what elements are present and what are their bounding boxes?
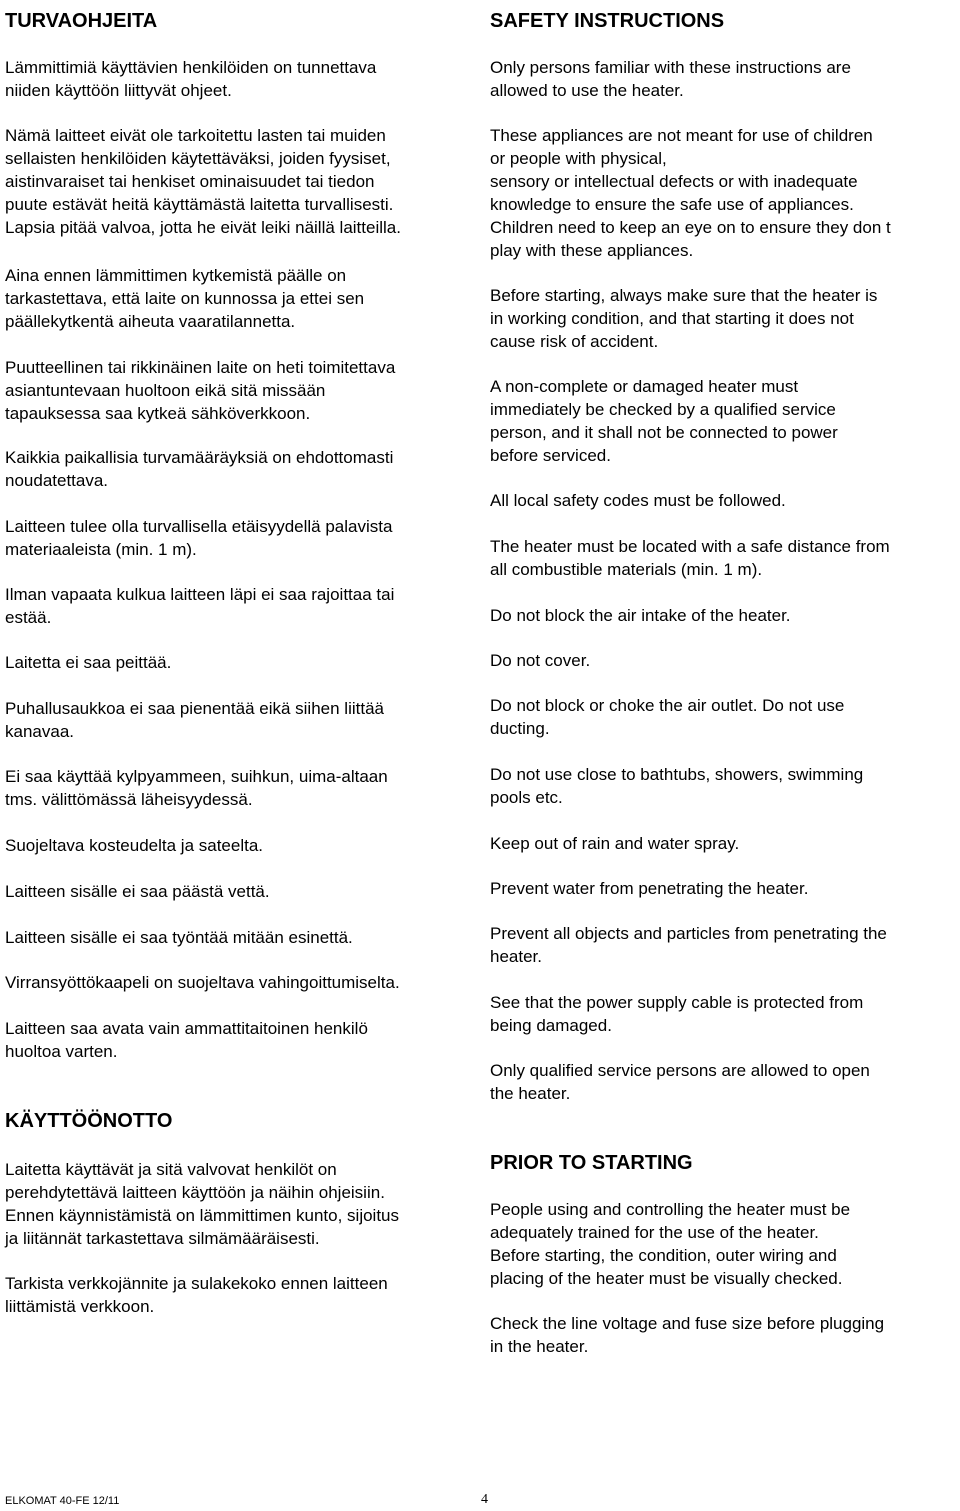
- english-safety-paragraph: Do not block the air intake of the heater.: [490, 606, 791, 625]
- english-safety-paragraph: Do not use close to bathtubs, showers, swimming pools etc.: [490, 765, 864, 807]
- finnish-safety-paragraph: Laitteen sisälle ei saa työntää mitään esinettä.: [5, 928, 353, 947]
- finnish-safety-paragraph: Laitteen tulee olla turvallisella etäisyydellä palavista materiaaleista (min. 1 m).: [5, 517, 393, 559]
- finnish-safety-paragraph: Lämmittimiä käyttävien henkilöiden on tunnettava niiden käyttöön liittyvät ohjeet.: [5, 58, 377, 100]
- english-safety-paragraph: Do not block or choke the air outlet. Do not use ducting.: [490, 696, 845, 738]
- finnish-safety-paragraph: Puutteellinen tai rikkinäinen laite on heti toimitettava asiantuntevaan huoltoon eikä sitä missään tapauksessa saa kytkeä sähköverkkoon.: [5, 358, 396, 423]
- english-safety-paragraph: Only persons familiar with these instructions are allowed to use the heater.: [490, 58, 851, 100]
- finnish-startup-heading: KÄYTTÖÖNOTTO: [5, 1110, 173, 1132]
- finnish-safety-paragraph: Kaikkia paikallisia turvamääräyksiä on ehdottomasti noudatettava.: [5, 448, 394, 490]
- finnish-safety-paragraph: Puhallusaukkoa ei saa pienentää eikä siihen liittää kanavaa.: [5, 699, 384, 741]
- english-startup-paragraph: People using and controlling the heater must be adequately trained for the use of the heater. Before starting, the condition, outer wiring and placing of the heater must be visually checked.: [490, 1200, 851, 1288]
- english-safety-paragraph: Prevent water from penetrating the heater.: [490, 879, 809, 898]
- english-safety-paragraph: Only qualified service persons are allowed to open the heater.: [490, 1061, 870, 1103]
- finnish-safety-paragraph: Ilman vapaata kulkua laitteen läpi ei saa rajoittaa tai estää.: [5, 585, 395, 627]
- english-safety-heading: SAFETY INSTRUCTIONS: [490, 10, 725, 32]
- finnish-startup-paragraph: Tarkista verkkojännite ja sulakekoko ennen laitteen liittämistä verkkoon.: [5, 1274, 388, 1316]
- english-startup-paragraph: Check the line voltage and fuse size before plugging in the heater.: [490, 1314, 885, 1356]
- finnish-safety-paragraph: Suojeltava kosteudelta ja sateelta.: [5, 836, 264, 855]
- english-safety-paragraph: Keep out of rain and water spray.: [490, 834, 740, 853]
- english-safety-paragraph: Before starting, always make sure that the heater is in working condition, and that starting it does not cause risk of accident.: [490, 286, 878, 351]
- english-safety-paragraph: These appliances are not meant for use of children or people with physical, sensory or intellectual defects or with inadequate knowledge to ensure the safe use of appliances. Children need to keep an eye on to ensure they don t play with these appliances.: [490, 126, 891, 260]
- english-safety-paragraph: All local safety codes must be followed.: [490, 491, 786, 510]
- finnish-safety-paragraph: Laitteen saa avata vain ammattitaitoinen henkilö huoltoa varten.: [5, 1019, 368, 1061]
- finnish-safety-paragraph: Laitetta ei saa peittää.: [5, 653, 172, 672]
- finnish-safety-paragraph: Laitteen sisälle ei saa päästä vettä.: [5, 882, 270, 901]
- english-safety-paragraph: Prevent all objects and particles from penetrating the heater.: [490, 924, 887, 966]
- page-number: 4: [481, 1492, 488, 1507]
- finnish-safety-paragraph: Nämä laitteet eivät ole tarkoitettu lasten tai muiden sellaisten henkilöiden käytettäväksi, joiden fyysiset, aistinvaraiset tai henkiset ominaisuudet tai tiedon puute estävät heitä käyttämästä laitetta turvallisesti. Lapsia pitää valvoa, jotta he eivät leiki näillä laitteilla.: [5, 126, 401, 237]
- english-safety-paragraph: The heater must be located with a safe distance from all combustible materials (min. 1 m).: [490, 537, 890, 579]
- finnish-safety-paragraph: Aina ennen lämmittimen kytkemistä päälle on tarkastettava, että laite on kunnossa ja ettei sen päällekytkentä aiheuta vaaratilannetta.: [5, 266, 365, 331]
- finnish-safety-paragraph: Ei saa käyttää kylpyammeen, suihkun, uima-altaan tms. välittömässä läheisyydessä.: [5, 767, 388, 809]
- english-startup-heading: PRIOR TO STARTING: [490, 1152, 693, 1174]
- english-safety-paragraph: Do not cover.: [490, 651, 591, 670]
- english-safety-paragraph: A non-complete or damaged heater must immediately be checked by a qualified service person, and it shall not be connected to power before serviced.: [490, 377, 838, 465]
- finnish-safety-heading: TURVAOHJEITA: [5, 10, 158, 32]
- finnish-safety-paragraph: Virransyöttökaapeli on suojeltava vahingoittumiselta.: [5, 973, 400, 992]
- finnish-startup-paragraph: Laitetta käyttävät ja sitä valvovat henkilöt on perehdytettävä laitteen käyttöön ja näihin ohjeisiin. Ennen käynnistämistä on lämmittimen kunto, sijoitus ja liitännät tarkastettava silmämääräisesti.: [5, 1160, 400, 1248]
- english-safety-paragraph: See that the power supply cable is protected from being damaged.: [490, 993, 864, 1035]
- footer-model: ELKOMAT 40-FE 12/11: [5, 1495, 120, 1507]
